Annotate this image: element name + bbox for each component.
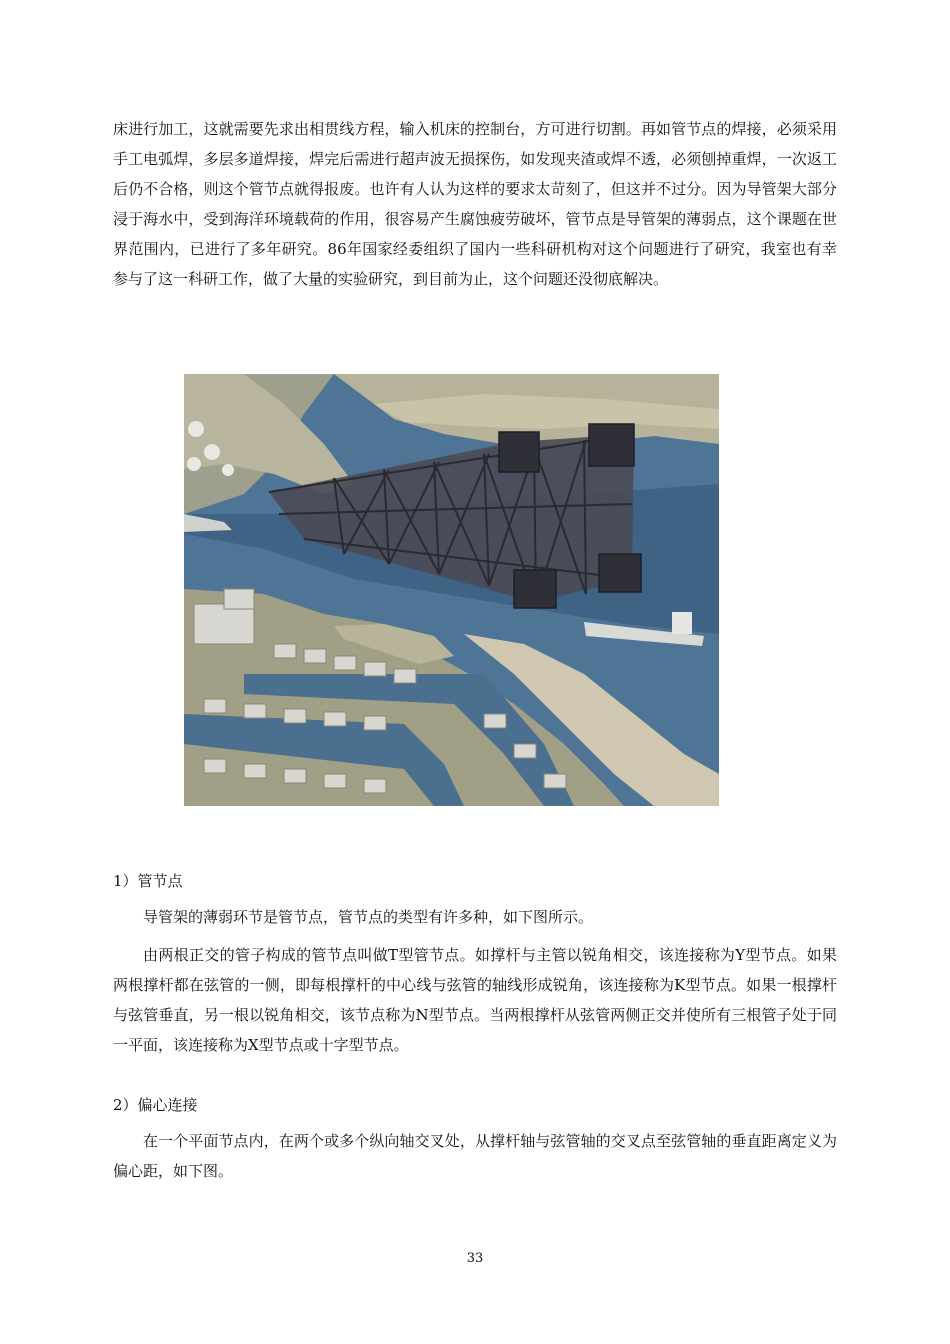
section-heading-eccentric-connection: 2）偏心连接 bbox=[113, 1096, 198, 1114]
section-heading-tubular-joint: 1）管节点 bbox=[113, 872, 183, 890]
storage-tank bbox=[187, 457, 201, 471]
aerial-photo-illustration bbox=[184, 374, 719, 806]
storage-tank bbox=[222, 464, 234, 476]
paragraph-joint-types: 导管架的薄弱环节是管节点，管节点的类型有许多种，如下图所示。 bbox=[143, 908, 594, 926]
tug-cabin bbox=[672, 612, 692, 634]
jacket-transport-photo bbox=[184, 374, 719, 806]
storage-tank bbox=[204, 444, 220, 460]
storage-tank bbox=[188, 421, 204, 437]
paragraph-intro: 床进行加工，这就需要先求出相贯线方程，输入机床的控制台，方可进行切割。再如管节点的焊接，必须采用手工电弧焊，多层多道焊接，焊完后需进行超声波无损探伤，如发现夹渣或焊不透，必须刨掉重焊，一次返工后仍不合格，则这个管节点就得报废。也许有人认为这样的要求太苛刻了，但这并不过分。因为导管架大部分浸于海水中，受到海洋环境载荷的作用，很容易产生腐蚀疲劳破坏，管节点是导管架的薄弱点，这个课题在世界范围内，已进行了多年研究。86年国家经委组织了国内一些科研机构对这个问题进行了研究，我室也有幸参与了这一科研工作，做了大量的实验研究，到目前为止，这个问题还没彻底解决。 bbox=[113, 120, 837, 288]
page-number: 33 bbox=[466, 1251, 484, 1266]
paragraph-joint-definitions: 由两根正交的管子构成的管节点叫做T型管节点。如撑杆与主管以锐角相交，该连接称为Y型节点。如果两根撑杆都在弦管的一侧，即每根撑杆的中心线与弦管的轴线形成锐角，该连接称为K型节点。如果一根撑杆与弦管垂直，另一根以锐角相交，该节点称为N型节点。当两根撑杆从弦管两侧正交并使所有三根管子处于同一平面，该连接称为X型节点或十字型节点。 bbox=[113, 946, 837, 1054]
paragraph-eccentricity: 在一个平面节点内，在两个或多个纵向轴交叉处，从撑杆轴与弦管轴的交叉点至弦管轴的垂直距离定义为偏心距，如下图。 bbox=[113, 1132, 837, 1180]
